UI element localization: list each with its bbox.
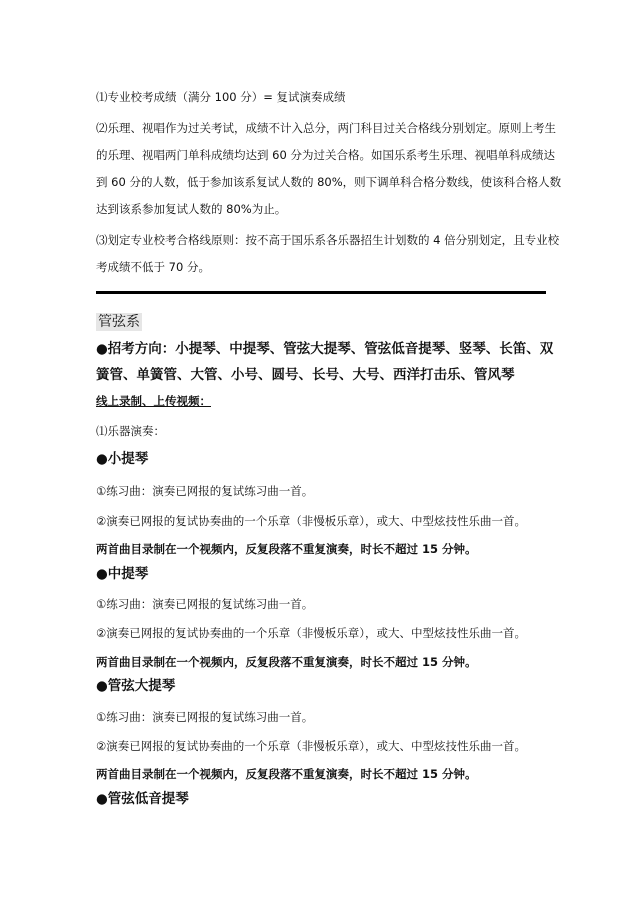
viola-item-2: ②演奏已网报的复试协奏曲的一个乐章（非慢板乐章），或大、中型炫技性乐曲一首。 <box>96 626 527 640</box>
violin-item-2: ②演奏已网报的复试协奏曲的一个乐章（非慢板乐章），或大、中型炫技性乐曲一首。 <box>96 514 527 528</box>
instrument-heading-double-bass: ●管弦低音提琴 <box>96 791 189 807</box>
section-divider <box>96 291 546 294</box>
instrument-heading-cello: ●管弦大提琴 <box>96 678 176 694</box>
score-rule-line-3: 的乐理、视唱两门单科成绩均达到 60 分为过关合格。如国乐系考生乐理、视唱单科成绩达 <box>96 148 555 162</box>
instrument-performance-label: ⑴乐器演奏： <box>96 424 165 438</box>
cello-item-1: ①练习曲：演奏已网报的复试练习曲一首。 <box>96 710 314 724</box>
viola-note: 两首曲目录制在一个视频内，反复段落不重复演奏，时长不超过 15 分钟。 <box>96 655 477 669</box>
cello-item-2: ②演奏已网报的复试协奏曲的一个乐章（非慢板乐章），或大、中型炫技性乐曲一首。 <box>96 739 527 753</box>
violin-note: 两首曲目录制在一个视频内，反复段落不重复演奏，时长不超过 15 分钟。 <box>96 542 477 556</box>
violin-item-1: ①练习曲：演奏已网报的复试练习曲一首。 <box>96 484 314 498</box>
instrument-heading-viola: ●中提琴 <box>96 566 149 582</box>
score-rule-line-4: 到 60 分的人数，低于参加该系复试人数的 80%，则下调单科合格分数线，使该科合格人数 <box>96 175 562 189</box>
score-rule-line-7: 考成绩不低于 70 分。 <box>96 260 210 274</box>
cello-note: 两首曲目录制在一个视频内，反复段落不重复演奏，时长不超过 15 分钟。 <box>96 767 477 781</box>
section-title: 管弦系 <box>98 314 140 330</box>
viola-item-1: ①练习曲：演奏已网报的复试练习曲一首。 <box>96 597 314 611</box>
direction-line-1: ●招考方向：小提琴、中提琴、管弦大提琴、管弦低音提琴、竖琴、长笛、双 <box>96 341 554 357</box>
instrument-heading-violin: ●小提琴 <box>96 451 149 467</box>
online-recording-heading: 线上录制、上传视频： <box>96 394 211 408</box>
score-rule-line-1: ⑴专业校考成绩（满分 100 分）= 复试演奏成绩 <box>96 90 346 104</box>
score-rule-line-6: ⑶划定专业校考合格线原则：按不高于国乐系各乐器招生计划数的 4 倍分别划定，且专业校 <box>96 233 560 247</box>
score-rule-line-5: 达到该系参加复试人数的 80%为止。 <box>96 202 287 216</box>
direction-line-2: 簧管、单簧管、大管、小号、圆号、长号、大号、西洋打击乐、管风琴 <box>96 367 515 383</box>
score-rule-line-2: ⑵乐理、视唱作为过关考试，成绩不计入总分，两门科目过关合格线分别划定。原则上考生 <box>96 121 556 135</box>
